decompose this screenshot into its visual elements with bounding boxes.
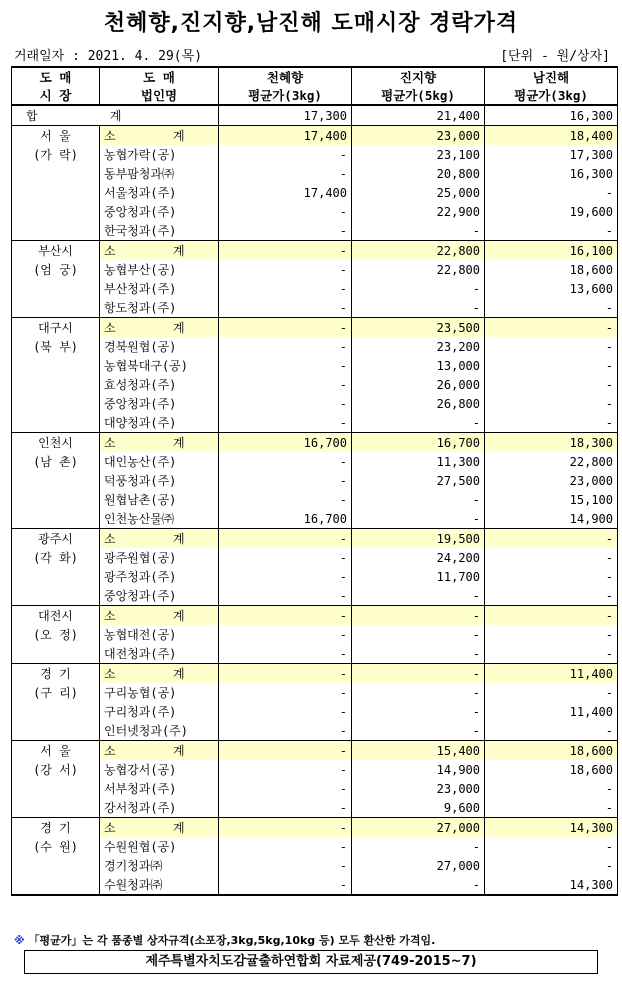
price-value-2: 27,000 (352, 856, 485, 875)
corp-name: 소 계 (100, 126, 219, 146)
price-value-1: - (219, 741, 352, 761)
table-row (12, 702, 618, 721)
market-cell (12, 298, 100, 318)
corp-name: 광주청과(주) (100, 567, 219, 586)
price-value-2: 27,000 (352, 818, 485, 838)
corp-name: 인천농산물㈜ (100, 509, 219, 529)
corp-name: 수원청과㈜ (100, 875, 219, 895)
header-cheonhyehyang: 천혜향 (219, 67, 352, 86)
corp-name: 동부팜청과㈜ (100, 164, 219, 183)
price-value-1: - (219, 875, 352, 895)
table-row (12, 837, 618, 856)
table-row (12, 548, 618, 567)
market-cell (12, 375, 100, 394)
price-value-1: - (219, 471, 352, 490)
corp-name: 농협강서(공) (100, 760, 219, 779)
price-value-3: 14,300 (485, 818, 618, 838)
price-value-2: - (352, 606, 485, 626)
corp-name: 인터넷청과(주) (100, 721, 219, 741)
price-value-2: 11,300 (352, 452, 485, 471)
price-value-1: - (219, 394, 352, 413)
header-jinjihyang: 진지향 (352, 67, 485, 86)
price-value-3: - (485, 856, 618, 875)
price-value-3: 15,100 (485, 490, 618, 509)
market-cell: 서 울 (12, 126, 100, 146)
price-value-2: 19,500 (352, 529, 485, 549)
market-cell (12, 644, 100, 664)
table-row (12, 509, 618, 529)
corp-name: 구리청과(주) (100, 702, 219, 721)
price-value-1: - (219, 145, 352, 164)
market-cell: (강 서) (12, 760, 100, 779)
table-row (12, 779, 618, 798)
market-cell: 인천시 (12, 433, 100, 453)
market-cell (12, 413, 100, 433)
corp-name: 대전청과(주) (100, 644, 219, 664)
price-value-1: - (219, 298, 352, 318)
price-value-2: 25,000 (352, 183, 485, 202)
market-cell: 대구시 (12, 318, 100, 338)
price-value-1: - (219, 760, 352, 779)
market-cell (12, 702, 100, 721)
price-value-3: 19,600 (485, 202, 618, 221)
price-value-3: - (485, 529, 618, 549)
corp-name: 농협북대구(공) (100, 356, 219, 375)
table-row (12, 452, 618, 471)
corp-name: 농협가락(공) (100, 145, 219, 164)
table-row (12, 375, 618, 394)
market-cell (12, 279, 100, 298)
price-value-1: - (219, 221, 352, 241)
table-row (12, 567, 618, 586)
price-value-2: - (352, 298, 485, 318)
subtotal-row (12, 818, 618, 838)
table-row (12, 413, 618, 433)
corp-name: 구리농협(공) (100, 683, 219, 702)
table-row (12, 721, 618, 741)
price-value-1: - (219, 164, 352, 183)
table-row (12, 145, 618, 164)
market-cell: 부산시 (12, 241, 100, 261)
price-value-1: - (219, 241, 352, 261)
price-value-1: 17,400 (219, 183, 352, 202)
price-value-3: 11,400 (485, 664, 618, 684)
price-value-3: 16,300 (485, 164, 618, 183)
price-value-3: 11,400 (485, 702, 618, 721)
market-cell: (북 부) (12, 337, 100, 356)
price-value-3: - (485, 644, 618, 664)
source-credit: 제주특별자치도감귤출하연합회 자료제공(749-2015~7) (24, 950, 598, 974)
price-value-3: 17,300 (485, 145, 618, 164)
price-value-3: - (485, 837, 618, 856)
price-value-1: - (219, 664, 352, 684)
market-cell (12, 856, 100, 875)
price-value-3: 18,600 (485, 741, 618, 761)
price-value-3: 13,600 (485, 279, 618, 298)
header-namjinhae: 남진해 (485, 67, 618, 86)
corp-name: 강서청과(주) (100, 798, 219, 818)
corp-name: 소 계 (100, 606, 219, 626)
price-value-2: 26,800 (352, 394, 485, 413)
price-value-2: 15,400 (352, 741, 485, 761)
corp-name: 소 계 (100, 818, 219, 838)
table-row (12, 356, 618, 375)
corp-name: 한국청과(주) (100, 221, 219, 241)
price-value-1: - (219, 529, 352, 549)
price-value-2: - (352, 721, 485, 741)
price-value-2: - (352, 221, 485, 241)
market-cell: (가 락) (12, 145, 100, 164)
price-value-3: 23,000 (485, 471, 618, 490)
market-cell: 광주시 (12, 529, 100, 549)
corp-name: 중앙청과(주) (100, 586, 219, 606)
market-cell (12, 183, 100, 202)
price-value-2: - (352, 413, 485, 433)
price-value-3: 18,300 (485, 433, 618, 453)
corp-name: 소 계 (100, 241, 219, 261)
table-row (12, 760, 618, 779)
market-cell (12, 202, 100, 221)
table-row (12, 164, 618, 183)
price-value-2: - (352, 644, 485, 664)
price-value-2: - (352, 509, 485, 529)
subtotal-row (12, 529, 618, 549)
price-value-3: 18,400 (485, 126, 618, 146)
corp-name: 소 계 (100, 318, 219, 338)
price-value-1: - (219, 202, 352, 221)
corp-name: 부산청과(주) (100, 279, 219, 298)
market-cell (12, 394, 100, 413)
price-value-2: 23,000 (352, 779, 485, 798)
price-value-1: - (219, 567, 352, 586)
market-cell (12, 356, 100, 375)
table-row (12, 337, 618, 356)
market-cell: (남 촌) (12, 452, 100, 471)
market-cell (12, 586, 100, 606)
note-mark: ※ (14, 934, 25, 947)
price-value-1: - (219, 644, 352, 664)
price-value-3: - (485, 625, 618, 644)
market-cell: (구 리) (12, 683, 100, 702)
header-avg-3: 평균가(3kg) (485, 86, 618, 105)
table-row (12, 260, 618, 279)
market-cell (12, 875, 100, 895)
price-value-1: - (219, 375, 352, 394)
price-value-2: 23,500 (352, 318, 485, 338)
price-table (11, 66, 618, 896)
footnote (14, 932, 435, 948)
total-value-2: 21,400 (352, 105, 485, 126)
price-value-3: 18,600 (485, 260, 618, 279)
header-corp: 도 매 (100, 67, 219, 86)
price-value-2: - (352, 586, 485, 606)
price-value-2: - (352, 683, 485, 702)
price-value-3: - (485, 375, 618, 394)
price-value-2: 9,600 (352, 798, 485, 818)
price-value-1: - (219, 356, 352, 375)
corp-name: 덕풍청과(주) (100, 471, 219, 490)
price-value-3: - (485, 298, 618, 318)
corp-name: 대양청과(주) (100, 413, 219, 433)
corp-name: 서울청과(주) (100, 183, 219, 202)
price-value-1: - (219, 683, 352, 702)
price-value-3: 22,800 (485, 452, 618, 471)
price-value-3: - (485, 356, 618, 375)
table-row (12, 856, 618, 875)
table-row (12, 490, 618, 509)
table-row (12, 798, 618, 818)
price-value-1: - (219, 318, 352, 338)
price-value-3: - (485, 586, 618, 606)
price-value-2: 11,700 (352, 567, 485, 586)
price-value-2: 24,200 (352, 548, 485, 567)
price-value-3: - (485, 548, 618, 567)
market-cell: 서 울 (12, 741, 100, 761)
price-value-1: - (219, 279, 352, 298)
corp-name: 소 계 (100, 741, 219, 761)
table-row (12, 875, 618, 895)
table-row (12, 221, 618, 241)
price-value-2: 23,000 (352, 126, 485, 146)
subtotal-row (12, 433, 618, 453)
header-avg-2: 평균가(5kg) (352, 86, 485, 105)
price-value-1: - (219, 413, 352, 433)
market-cell: 경 기 (12, 818, 100, 838)
header-corp-2: 법인명 (100, 86, 219, 105)
corp-name: 소 계 (100, 433, 219, 453)
price-value-1: - (219, 837, 352, 856)
price-value-3: - (485, 779, 618, 798)
price-value-2: - (352, 490, 485, 509)
table-row (12, 586, 618, 606)
subtotal-row (12, 664, 618, 684)
price-value-1: - (219, 260, 352, 279)
unit-label: [단위 - 원/상자] (500, 49, 610, 64)
price-value-2: - (352, 702, 485, 721)
price-value-3: - (485, 567, 618, 586)
corp-name: 경북원협(공) (100, 337, 219, 356)
price-value-2: 20,800 (352, 164, 485, 183)
price-value-3: - (485, 337, 618, 356)
market-cell: (각 화) (12, 548, 100, 567)
corp-name: 소 계 (100, 529, 219, 549)
price-value-1: 16,700 (219, 433, 352, 453)
price-value-2: 22,900 (352, 202, 485, 221)
corp-name: 광주원협(공) (100, 548, 219, 567)
price-value-2: 14,900 (352, 760, 485, 779)
price-value-3: - (485, 183, 618, 202)
market-cell (12, 509, 100, 529)
subtotal-row (12, 241, 618, 261)
table-row (12, 471, 618, 490)
price-value-3: - (485, 798, 618, 818)
price-value-2: 23,100 (352, 145, 485, 164)
corp-name: 항도청과(주) (100, 298, 219, 318)
subtotal-row (12, 318, 618, 338)
corp-name: 원협남촌(공) (100, 490, 219, 509)
table-row (12, 183, 618, 202)
market-cell (12, 798, 100, 818)
footnote-text: 「평균가」는 각 품종별 상자규격(소포장,3kg,5kg,10kg 등) 모두 환산한 가격임. (28, 934, 436, 947)
corp-name: 농협부산(공) (100, 260, 219, 279)
corp-name: 농협대전(공) (100, 625, 219, 644)
corp-name: 중앙청과(주) (100, 202, 219, 221)
table-row (12, 625, 618, 644)
price-value-2: 22,800 (352, 260, 485, 279)
corp-name: 경기청과㈜ (100, 856, 219, 875)
price-value-1: 17,400 (219, 126, 352, 146)
price-value-2: 13,000 (352, 356, 485, 375)
price-value-1: - (219, 702, 352, 721)
price-value-3: 14,300 (485, 875, 618, 895)
corp-name: 중앙청과(주) (100, 394, 219, 413)
market-cell: 대전시 (12, 606, 100, 626)
trade-date: 거래일자 : 2021. 4. 29(목) (14, 49, 203, 64)
price-value-2: - (352, 625, 485, 644)
corp-name: 소 계 (100, 664, 219, 684)
corp-name: 서부청과(주) (100, 779, 219, 798)
table-row (12, 202, 618, 221)
price-value-2: - (352, 279, 485, 298)
total-row (12, 105, 618, 126)
price-value-1: - (219, 818, 352, 838)
price-value-2: - (352, 664, 485, 684)
market-cell (12, 490, 100, 509)
table-row (12, 644, 618, 664)
price-value-3: 18,600 (485, 760, 618, 779)
price-value-1: - (219, 798, 352, 818)
market-cell (12, 164, 100, 183)
market-cell (12, 567, 100, 586)
header-market-2: 시 장 (12, 86, 100, 105)
price-value-1: - (219, 490, 352, 509)
price-value-3: 14,900 (485, 509, 618, 529)
price-value-3: - (485, 606, 618, 626)
price-value-1: - (219, 606, 352, 626)
total-value-1: 17,300 (219, 105, 352, 126)
market-cell: (수 원) (12, 837, 100, 856)
price-value-2: 22,800 (352, 241, 485, 261)
market-cell (12, 721, 100, 741)
subtotal-row (12, 741, 618, 761)
price-value-2: - (352, 875, 485, 895)
price-value-1: - (219, 721, 352, 741)
price-value-2: 27,500 (352, 471, 485, 490)
price-value-1: - (219, 625, 352, 644)
table-row (12, 279, 618, 298)
price-value-1: - (219, 586, 352, 606)
subtotal-row (12, 606, 618, 626)
total-label: 합 계 (12, 105, 219, 126)
header-market: 도 매 (12, 67, 100, 86)
price-value-1: - (219, 452, 352, 471)
price-value-2: 16,700 (352, 433, 485, 453)
total-value-3: 16,300 (485, 105, 618, 126)
header-avg-1: 평균가(3kg) (219, 86, 352, 105)
table-row (12, 298, 618, 318)
table-row (12, 683, 618, 702)
market-cell (12, 221, 100, 241)
price-value-1: - (219, 337, 352, 356)
price-value-2: 26,000 (352, 375, 485, 394)
page-title: 천혜향,진지향,남진해 도매시장 경락가격 (103, 11, 519, 36)
price-value-3: 16,100 (485, 241, 618, 261)
price-value-1: - (219, 548, 352, 567)
price-value-3: - (485, 721, 618, 741)
market-cell: (오 정) (12, 625, 100, 644)
market-cell (12, 779, 100, 798)
subtotal-row (12, 126, 618, 146)
corp-name: 효성청과(주) (100, 375, 219, 394)
price-value-2: - (352, 837, 485, 856)
price-value-1: - (219, 779, 352, 798)
price-value-3: - (485, 394, 618, 413)
price-value-3: - (485, 318, 618, 338)
table-row (12, 394, 618, 413)
market-cell: (엄 궁) (12, 260, 100, 279)
corp-name: 대인농산(주) (100, 452, 219, 471)
price-value-1: 16,700 (219, 509, 352, 529)
corp-name: 수원원협(공) (100, 837, 219, 856)
price-value-3: - (485, 683, 618, 702)
market-cell (12, 471, 100, 490)
price-value-2: 23,200 (352, 337, 485, 356)
market-cell: 경 기 (12, 664, 100, 684)
price-value-1: - (219, 856, 352, 875)
price-value-3: - (485, 221, 618, 241)
price-value-3: - (485, 413, 618, 433)
